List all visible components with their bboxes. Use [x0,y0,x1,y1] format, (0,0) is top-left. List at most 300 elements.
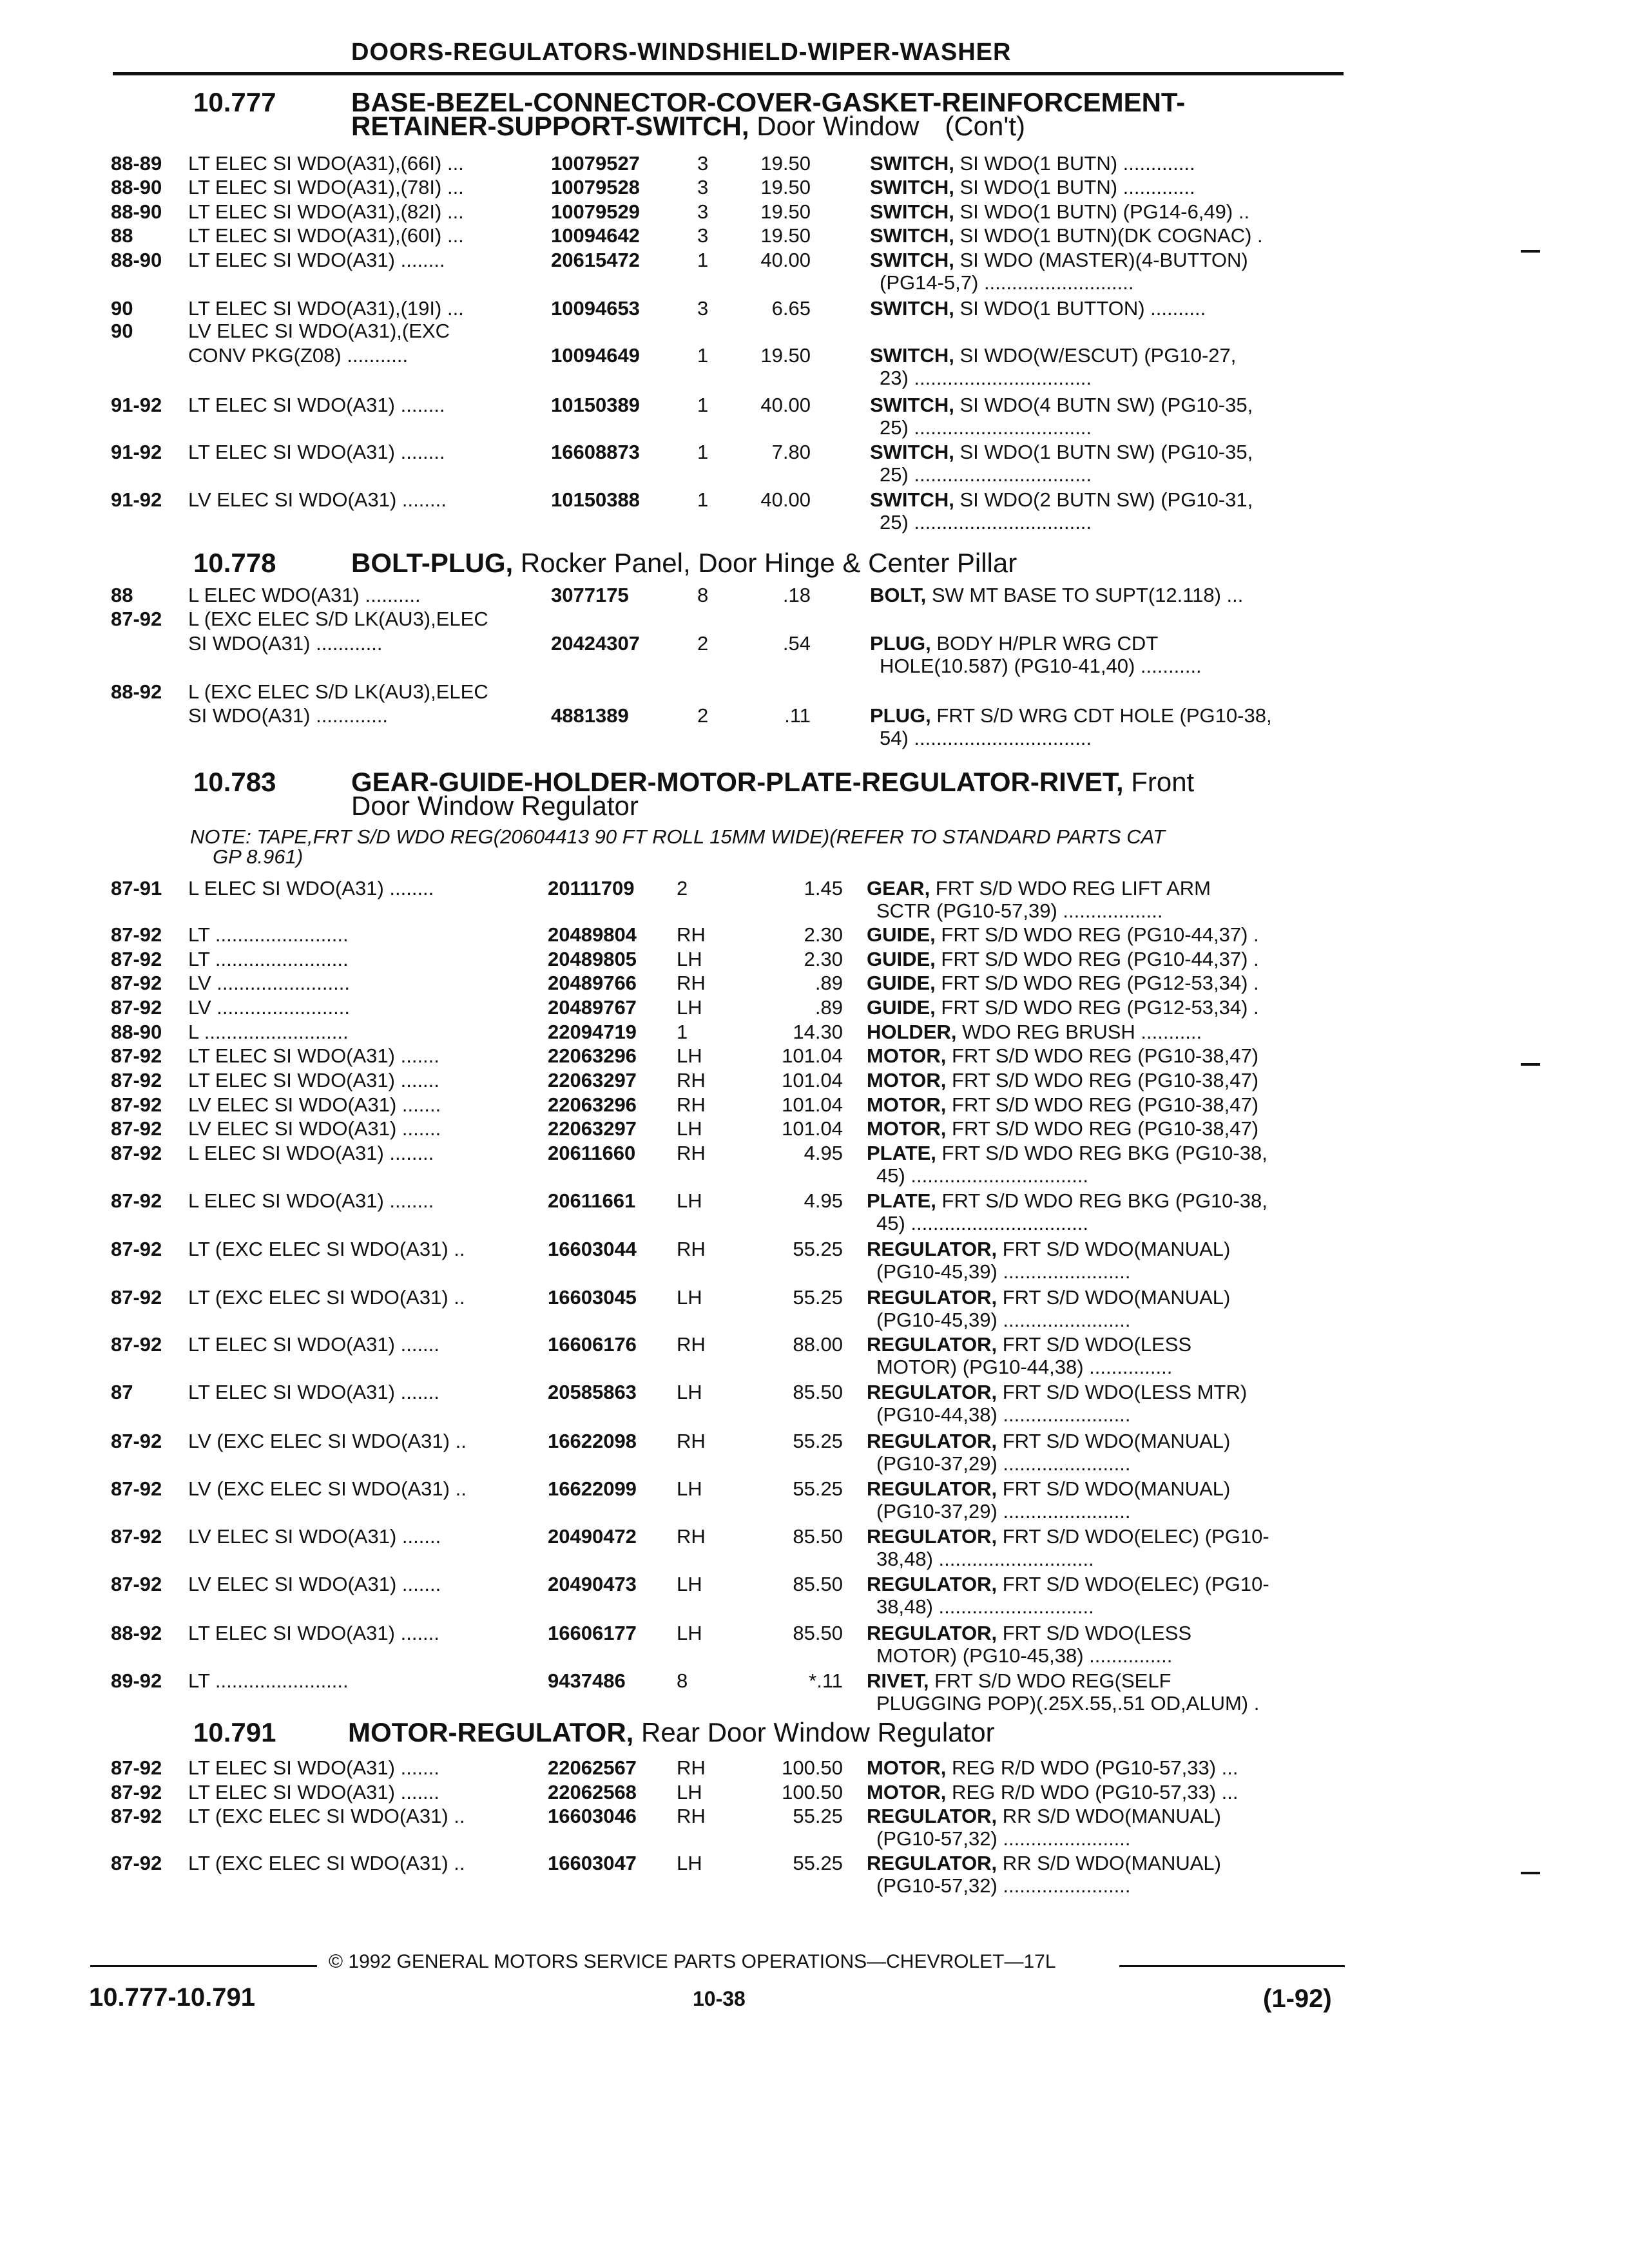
row-description-continuation: MOTOR) (PG10-44,38) ............... [876,1356,1173,1378]
row-price: *.11 [809,1669,843,1692]
row-description-text: FRT S/D WDO REG (PG10-44,37) . [935,923,1259,946]
row-years: 87-92 [111,1781,162,1803]
table-row [0,1477,1629,1501]
row-part-number: 16622098 [548,1430,637,1452]
row-description-continuation: 45) ................................ [876,1164,1089,1187]
row-qty: 1 [697,249,709,271]
row-description [867,1804,1221,1828]
row-description-text: RR S/D WDO(MANUAL) [997,1852,1221,1874]
row-model: LT ELEC SI WDO(A31) ....... [188,1622,439,1644]
footer-rule-right [1119,1965,1345,1967]
row-model: LV ........................ [188,972,350,994]
row-qty: RH [677,923,706,946]
row-qty: RH [677,1525,706,1548]
row-description-keyword: REGULATOR, [867,1238,998,1260]
row-model: LV ELEC SI WDO(A31) ....... [188,1093,441,1116]
row-qty: RH [677,1069,706,1091]
section-title: BOLT-PLUG, Rocker Panel, Door Hinge & Center Pillar [351,548,1017,578]
row-qty: RH [677,1142,706,1164]
margin-mark [1521,250,1540,253]
table-row [0,583,1629,607]
row-part-number: 20585863 [548,1381,637,1403]
row-description-text: SI WDO(1 BUTN) ............. [954,152,1195,175]
row-model: LT ........................ [188,1669,349,1692]
row-description-keyword: SWITCH, [870,297,954,320]
row-description-text: SI WDO(4 BUTN SW) (PG10-35, [954,394,1253,416]
row-description [867,971,1259,995]
table-row [0,1044,1629,1068]
row-qty: 2 [697,632,709,655]
row-qty: 3 [697,224,709,247]
row-part-number: 10150388 [551,488,640,511]
row-part-number: 16603045 [548,1286,637,1309]
table-row [0,1237,1629,1261]
row-years: 87-92 [111,1573,162,1595]
table-row [0,319,1629,343]
row-price: 55.25 [793,1852,843,1874]
row-part-number: 10079528 [551,176,640,198]
row-years: 87-92 [111,1044,162,1067]
row-price: 19.50 [760,200,811,223]
table-row [0,1380,1629,1404]
row-price: 40.00 [760,249,811,271]
row-price: 14.30 [793,1021,843,1043]
row-description [867,1093,1258,1117]
row-years: 87-92 [111,1333,162,1356]
row-description-text: SI WDO(W/ESCUT) (PG10-27, [954,344,1237,367]
row-price: 100.50 [782,1756,843,1779]
row-model: LT ELEC SI WDO(A31) ....... [188,1781,439,1803]
row-description-text: SI WDO(2 BUTN SW) (PG10-31, [954,488,1253,511]
row-description [870,393,1253,417]
row-part-number: 20615472 [551,249,640,271]
row-price: 4.95 [804,1142,843,1164]
row-qty: 8 [697,584,709,606]
row-part-number: 20490472 [548,1525,637,1548]
row-qty: RH [677,1805,706,1827]
row-description-text: REG R/D WDO (PG10-57,33) ... [946,1756,1239,1779]
footer-revision: (1-92) [1263,1984,1332,2013]
row-years: 88-90 [111,249,162,271]
row-description-continuation: MOTOR) (PG10-45,38) ............... [876,1644,1173,1667]
row-description [870,488,1253,512]
row-part-number: 22063296 [548,1093,637,1116]
row-model: L (EXC ELEC S/D LK(AU3),ELEC [188,680,488,703]
row-description-continuation: 54) ................................ [880,727,1092,749]
row-model: LT ELEC SI WDO(A31) ........ [188,249,445,271]
row-price: 7.80 [771,441,811,463]
table-row [0,440,1629,464]
row-description-continuation: (PG10-44,38) ....................... [876,1403,1131,1426]
row-part-number: 20611660 [548,1142,636,1164]
row-price: 1.45 [804,877,843,899]
row-qty: 1 [697,488,709,511]
row-qty: LH [677,1852,702,1874]
row-model: LV ........................ [188,996,350,1019]
row-price: 85.50 [793,1525,843,1548]
row-part-number: 20424307 [551,632,640,655]
table-row [0,1804,1629,1828]
row-part-number: 16603047 [548,1852,637,1874]
row-description-keyword: PLATE, [867,1142,936,1164]
table-row [0,704,1629,727]
row-years: 87-92 [111,972,162,994]
row-years: 91-92 [111,488,162,511]
row-part-number: 22063297 [548,1069,637,1091]
row-description-keyword: REGULATOR, [867,1805,998,1827]
row-part-number: 20489804 [548,923,637,946]
row-part-number: 10079529 [551,200,640,223]
row-part-number: 22063297 [548,1117,637,1140]
row-description-keyword: MOTOR, [867,1093,947,1116]
row-qty: RH [677,1333,706,1356]
row-description [867,1780,1238,1804]
row-description [867,1044,1258,1068]
row-qty: LH [677,1189,702,1212]
row-description-continuation: 25) ................................ [880,416,1092,439]
footer-copyright: © 1992 GENERAL MOTORS SERVICE PARTS OPERATIONS—CHEVROLET—17L [329,1951,1056,1972]
row-description-text: FRT S/D WDO(MANUAL) [997,1477,1231,1500]
row-part-number: 16608873 [551,441,640,463]
row-part-number: 20111709 [548,877,635,899]
table-row [0,248,1629,272]
row-description-text: FRT S/D WDO REG (PG12-53,34) . [935,996,1259,1019]
row-description-keyword: MOTOR, [867,1117,947,1140]
row-model: LV (EXC ELEC SI WDO(A31) .. [188,1430,467,1452]
row-qty: 1 [677,1021,688,1043]
row-years: 88-90 [111,176,162,198]
row-price: .18 [782,584,811,606]
row-years: 88-90 [111,200,162,223]
row-description-text: FRT S/D WDO REG (PG12-53,34) . [935,972,1259,994]
table-row [0,607,1629,631]
row-price: 4.95 [804,1189,843,1212]
row-years: 87-92 [111,1477,162,1500]
row-model: LT ELEC SI WDO(A31),(78I) ... [188,176,464,198]
row-description [867,1068,1258,1092]
row-price: .54 [782,632,811,655]
row-description-text: FRT S/D WDO(ELEC) (PG10- [997,1573,1269,1595]
row-description-continuation: (PG10-37,29) ....................... [876,1500,1131,1523]
row-model: L (EXC ELEC S/D LK(AU3),ELEC [188,608,488,630]
row-description-continuation: (PG10-57,32) ....................... [876,1827,1131,1850]
row-description-continuation: 45) ................................ [876,1212,1089,1235]
row-description-text: FRT S/D WDO REG (PG10-38,47) [946,1069,1259,1091]
row-part-number: 22063296 [548,1044,637,1067]
row-qty: RH [677,1238,706,1260]
table-row [0,995,1629,1019]
table-row [0,200,1629,224]
row-description [870,440,1253,464]
row-description-continuation: 38,48) ............................ [876,1548,1094,1570]
row-description-text: FRT S/D WDO REG BKG (PG10-38, [936,1189,1268,1212]
row-years: 90 [111,320,133,342]
row-part-number: 20490473 [548,1573,637,1595]
row-description-text: BODY H/PLR WRG CDT [930,632,1159,655]
row-years: 88-89 [111,152,162,175]
row-description-keyword: REGULATOR, [867,1573,998,1595]
row-description [867,1669,1171,1693]
row-description-keyword: REGULATOR, [867,1525,998,1548]
row-price: 19.50 [760,152,811,175]
row-description [867,947,1259,971]
row-model: LV ELEC SI WDO(A31) ....... [188,1525,441,1548]
row-years: 87-92 [111,1286,162,1309]
row-years: 88-92 [111,1622,162,1644]
row-description-keyword: REGULATOR, [867,1852,998,1874]
row-qty: 1 [697,344,709,367]
row-description [867,1189,1268,1213]
row-description-keyword: SWITCH, [870,176,954,198]
row-description-keyword: REGULATOR, [867,1430,998,1452]
table-row [0,488,1629,512]
row-description-keyword: BOLT, [870,584,927,606]
row-model: LT ELEC SI WDO(A31),(60I) ... [188,224,464,247]
row-qty: LH [677,1622,702,1644]
row-price: 6.65 [771,297,811,320]
row-model: LT ........................ [188,923,349,946]
row-qty: 2 [677,877,688,899]
row-price: .11 [784,704,811,727]
section-note-line2: GP 8.961) [213,845,304,868]
row-description-keyword: RIVET, [867,1669,929,1692]
row-part-number: 3077175 [551,584,629,606]
row-description-text: FRT S/D WDO(MANUAL) [997,1430,1231,1452]
table-row [0,1141,1629,1165]
row-description [867,1237,1230,1261]
row-years: 87-92 [111,1756,162,1779]
row-model: LT (EXC ELEC SI WDO(A31) .. [188,1805,465,1827]
row-description-text: SW MT BASE TO SUPT(12.118) ... [926,584,1244,606]
table-row [0,393,1629,417]
table-row [0,1756,1629,1780]
table-row [0,296,1629,320]
row-description-continuation: (PG10-45,39) ....................... [876,1309,1131,1331]
row-description-keyword: SWITCH, [870,249,954,271]
row-model: L ELEC WDO(A31) .......... [188,584,421,606]
row-qty: LH [677,1286,702,1309]
row-description-continuation: (PG14-5,7) ........................... [880,271,1134,294]
row-years: 87-92 [111,1525,162,1548]
row-description [867,1429,1230,1453]
table-row [0,1117,1629,1140]
row-description-keyword: REGULATOR, [867,1477,998,1500]
row-description-text: FRT S/D WDO(LESS [997,1333,1192,1356]
row-years: 87 [111,1381,133,1403]
row-description-continuation: (PG10-57,32) ....................... [876,1874,1131,1897]
row-qty: 1 [697,441,709,463]
row-price: 101.04 [782,1093,843,1116]
row-model: LT ELEC SI WDO(A31) ....... [188,1069,439,1091]
row-description-continuation: 25) ................................ [880,463,1092,486]
row-part-number: 20489766 [548,972,637,994]
row-price: 100.50 [782,1781,843,1803]
row-price: 55.25 [793,1430,843,1452]
table-row [0,1851,1629,1875]
row-qty: LH [677,1381,702,1403]
section-title-line2: Door Window Regulator [351,791,639,821]
row-model: LT (EXC ELEC SI WDO(A31) .. [188,1238,465,1260]
row-description [867,1477,1230,1501]
row-description-keyword: SWITCH, [870,394,954,416]
row-qty: RH [677,972,706,994]
row-years: 88-90 [111,1021,162,1043]
row-model: L ELEC SI WDO(A31) ........ [188,1142,434,1164]
table-row [0,343,1629,367]
row-model: LV (EXC ELEC SI WDO(A31) .. [188,1477,467,1500]
row-model: L ELEC SI WDO(A31) ........ [188,877,434,899]
row-years: 87-92 [111,996,162,1019]
row-description-text: FRT S/D WDO REG (PG10-38,47) [946,1093,1259,1116]
row-qty: LH [677,996,702,1019]
row-years: 91-92 [111,394,162,416]
row-price: 55.25 [793,1238,843,1260]
row-price: 2.30 [804,923,843,946]
row-description-text: FRT S/D WDO REG (PG10-38,47) [946,1117,1259,1140]
row-description-text: SI WDO (MASTER)(4-BUTTON) [954,249,1248,271]
table-row [0,1429,1629,1453]
row-description-text: SI WDO(1 BUTN) ............. [954,176,1195,198]
row-model: LV ELEC SI WDO(A31),(EXC [188,320,450,342]
table-row [0,1068,1629,1092]
table-row [0,1332,1629,1356]
row-description [867,1756,1238,1780]
row-description-text: FRT S/D WDO REG (PG10-44,37) . [935,948,1259,970]
row-description-keyword: REGULATOR, [867,1622,998,1644]
section-number: 10.791 [193,1717,276,1747]
row-description-text: WDO REG BRUSH ........... [956,1021,1202,1043]
table-row [0,1285,1629,1309]
table-row [0,1189,1629,1213]
table-row [0,1669,1629,1693]
table-row [0,631,1629,655]
row-description-keyword: MOTOR, [867,1781,947,1803]
row-part-number: 16606177 [548,1622,637,1644]
row-description [867,1141,1268,1165]
row-price: 85.50 [793,1622,843,1644]
row-qty: 3 [697,176,709,198]
row-description-keyword: GEAR, [867,877,930,899]
row-model: CONV PKG(Z08) ........... [188,344,409,367]
section-note: NOTE: TAPE,FRT S/D WDO REG(20604413 90 FT ROLL 15MM WIDE)(REFER TO STANDARD PARTS CAT [190,825,1165,848]
row-description-text: FRT S/D WRG CDT HOLE (PG10-38, [930,704,1272,727]
row-description-text: FRT S/D WDO(ELEC) (PG10- [997,1525,1269,1548]
row-description-text: SI WDO(1 BUTN SW) (PG10-35, [954,441,1253,463]
row-price: 19.50 [760,176,811,198]
row-part-number: 16606176 [548,1333,637,1356]
row-part-number: 22094719 [548,1021,637,1043]
row-description-keyword: MOTOR, [867,1044,947,1067]
row-description [870,248,1248,272]
row-years: 87-92 [111,1093,162,1116]
row-part-number: 10079527 [551,152,640,175]
row-qty: RH [677,1756,706,1779]
header-rule [113,72,1344,75]
row-model: LV ELEC SI WDO(A31) ....... [188,1117,441,1140]
row-description [870,583,1243,607]
row-description-continuation: 25) ................................ [880,511,1092,533]
section-title: GEAR-GUIDE-HOLDER-MOTOR-PLATE-REGULATOR-RIVET, Front [351,767,1195,797]
row-description [867,1117,1258,1140]
row-description-text: REG R/D WDO (PG10-57,33) ... [946,1781,1239,1803]
page-header-title: DOORS-REGULATORS-WINDSHIELD-WIPER-WASHER [351,39,1012,66]
row-price: .89 [815,996,843,1019]
row-qty: 1 [697,394,709,416]
row-description-continuation: HOLE(10.587) (PG10-41,40) ........... [880,655,1202,677]
row-qty: LH [677,1044,702,1067]
row-description-keyword: PLATE, [867,1189,936,1212]
row-description-keyword: MOTOR, [867,1756,947,1779]
row-years: 87-92 [111,1117,162,1140]
row-part-number: 10150389 [551,394,640,416]
row-price: 101.04 [782,1044,843,1067]
footer-section-range: 10.777-10.791 [89,1983,256,2012]
section-number: 10.778 [193,548,276,578]
table-row [0,971,1629,995]
row-part-number: 10094649 [551,344,640,367]
row-part-number: 16622099 [548,1477,637,1500]
row-model: LT ELEC SI WDO(A31) ....... [188,1756,439,1779]
row-part-number: 20489805 [548,948,637,970]
row-description-keyword: REGULATOR, [867,1381,998,1403]
row-price: 101.04 [782,1117,843,1140]
row-description [870,200,1249,224]
row-qty: RH [677,1093,706,1116]
section-number: 10.777 [193,87,276,117]
row-description [870,704,1272,727]
row-price: 19.50 [760,224,811,247]
row-description-keyword: SWITCH, [870,152,954,175]
row-description [870,631,1158,655]
row-description-continuation: (PG10-37,29) ....................... [876,1452,1131,1475]
row-qty: 3 [697,297,709,320]
row-model: L .......................... [188,1021,349,1043]
row-description-keyword: GUIDE, [867,996,936,1019]
row-part-number: 16603044 [548,1238,637,1260]
row-description-text: FRT S/D WDO(MANUAL) [997,1238,1231,1260]
row-model: LT ELEC SI WDO(A31) ....... [188,1381,439,1403]
row-description [870,224,1263,247]
row-description [867,1332,1191,1356]
row-price: 40.00 [760,394,811,416]
row-price: 55.25 [793,1477,843,1500]
table-row [0,1020,1629,1044]
section-title: BASE-BEZEL-CONNECTOR-COVER-GASKET-REINFORCEMENT- [351,87,1186,117]
table-row [0,1621,1629,1645]
row-description-text: FRT S/D WDO REG(SELF [929,1669,1171,1692]
row-description-text: FRT S/D WDO REG (PG10-38,47) [946,1044,1259,1067]
row-description-keyword: SWITCH, [870,488,954,511]
row-qty: LH [677,1573,702,1595]
row-description [867,1380,1247,1404]
row-description-keyword: GUIDE, [867,923,936,946]
table-row [0,224,1629,247]
row-model: LT ELEC SI WDO(A31) ....... [188,1333,439,1356]
row-part-number: 22062567 [548,1756,637,1779]
row-description [867,1621,1191,1645]
row-years: 87-92 [111,1430,162,1452]
table-row [0,1780,1629,1804]
row-years: 87-92 [111,1069,162,1091]
row-description [870,343,1236,367]
row-model: LT (EXC ELEC SI WDO(A31) .. [188,1286,465,1309]
row-price: .89 [815,972,843,994]
row-years: 87-92 [111,1142,162,1164]
table-row [0,680,1629,704]
row-years: 89-92 [111,1669,162,1692]
row-model: LT ELEC SI WDO(A31),(66I) ... [188,152,464,175]
row-qty: LH [677,948,702,970]
